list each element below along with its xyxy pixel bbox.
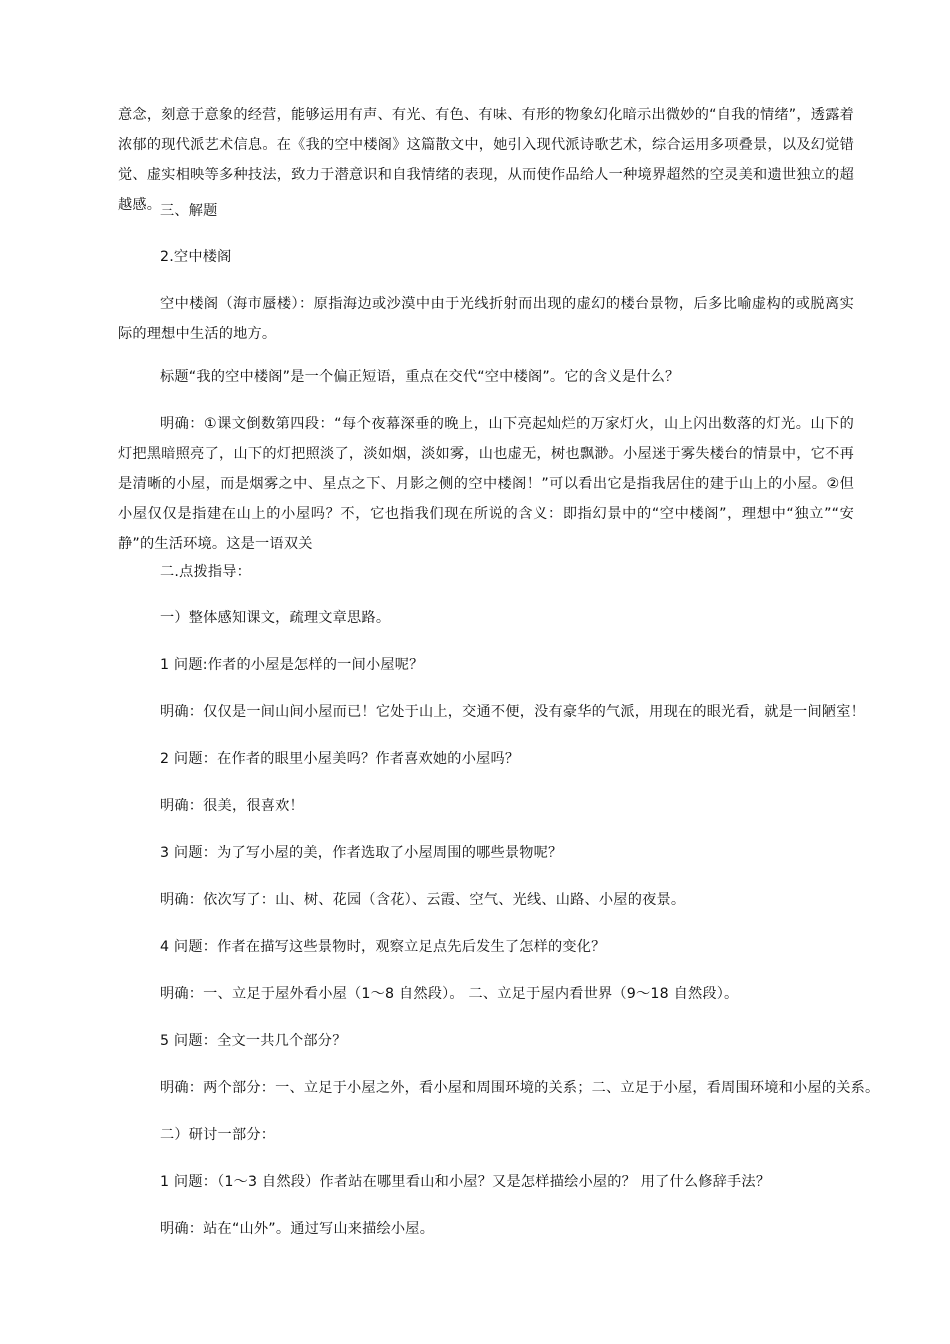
answer-6: 明确：站在“山外”。通过写山来描绘小屋。 <box>160 1221 435 1237</box>
title-question: 标题“我的空中楼阁”是一个偏正短语，重点在交代“空中楼阁”。它的含义是什么？ <box>160 369 680 385</box>
question-3: 3 问题：为了写小屋的美，作者选取了小屋周围的哪些景物呢？ <box>160 845 563 861</box>
subheading-kongzhong-louge: 2.空中楼阁 <box>160 249 232 265</box>
answer-4: 明确：一、立足于屋外看小屋（1～8 自然段）。 二、立足于屋内看世界（9～18 自然段）。 <box>160 986 739 1002</box>
answer-1: 明确：仅仅是一间山间小屋而已！它处于山上，交通不便，没有豪华的气派，用现在的眼光看，就是一间陋室！ <box>160 704 865 720</box>
definition-paragraph: 空中楼阁（海市蜃楼）：原指海边或沙漠中由于光线折射而出现的虚幻的楼台景物，后多比喻虚构的或脱离实际的理想中生活的地方。 <box>118 296 854 342</box>
subsection-heading-discussion: 二）研讨一部分： <box>160 1127 276 1143</box>
section-heading-guide: 二.点拨指导： <box>160 564 252 580</box>
answer-3: 明确：依次写了：山、树、花园（含花）、云霞、空气、光线、山路、小屋的夜景。 <box>160 892 686 908</box>
answer-paragraph: 明确：①课文倒数第四段：“每个夜幕深垂的晚上，山下亮起灿烂的万家灯火，山上闪出数落的灯光。山下的灯把黑暗照亮了，山下的灯把照淡了，淡如烟，淡如雾，山也虚无，树也飘渺。小屋迷于雾失楼台的情景中，它不再是清晰的小屋，而是烟雾之中、星点之下、月影之侧的空中楼阁！”可以看出它是指我居住的建于山上的小屋。②但小屋仅仅是指建在山上的小屋吗？不，它也指我们现在所说的含义：即指幻景中的“空中楼阁”，理想中“独立”“安静”的生活环境。这是一语双关 <box>118 416 854 552</box>
section-heading-jieti: 三、解题 <box>160 203 218 219</box>
answer-5: 明确：两个部分：一、立足于小屋之外，看小屋和周围环境的关系；二、立足于小屋，看周围环境和小屋的关系。 <box>160 1080 880 1096</box>
question-4: 4 问题：作者在描写这些景物时，观察立足点先后发生了怎样的变化？ <box>160 939 606 955</box>
subsection-heading-overview: 一）整体感知课文，疏理文章思路。 <box>160 610 391 626</box>
answer-2: 明确：很美，很喜欢！ <box>160 798 304 814</box>
question-1: 1 问题:作者的小屋是怎样的一间小屋呢？ <box>160 657 424 673</box>
question-5: 5 问题：全文一共几个部分？ <box>160 1033 347 1049</box>
intro-paragraph: 意念，刻意于意象的经营，能够运用有声、有光、有色、有味、有形的物象幻化暗示出微妙的“自我的情绪”，透露着浓郁的现代派艺术信息。在《我的空中楼阁》这篇散文中，她引入现代派诗歌艺术，综合运用多项叠景，以及幻觉错觉、虚实相映等多种技法，致力于潜意识和自我情绪的表现，从而使作品给人一种境界超然的空灵美和遗世独立的超越感。 <box>118 107 854 213</box>
question-2: 2 问题：在作者的眼里小屋美吗？作者喜欢她的小屋吗？ <box>160 751 520 767</box>
question-6: 1 问题：（1～3 自然段）作者站在哪里看山和小屋？又是怎样描绘小屋的？ 用了什么修辞手法？ <box>160 1174 771 1190</box>
